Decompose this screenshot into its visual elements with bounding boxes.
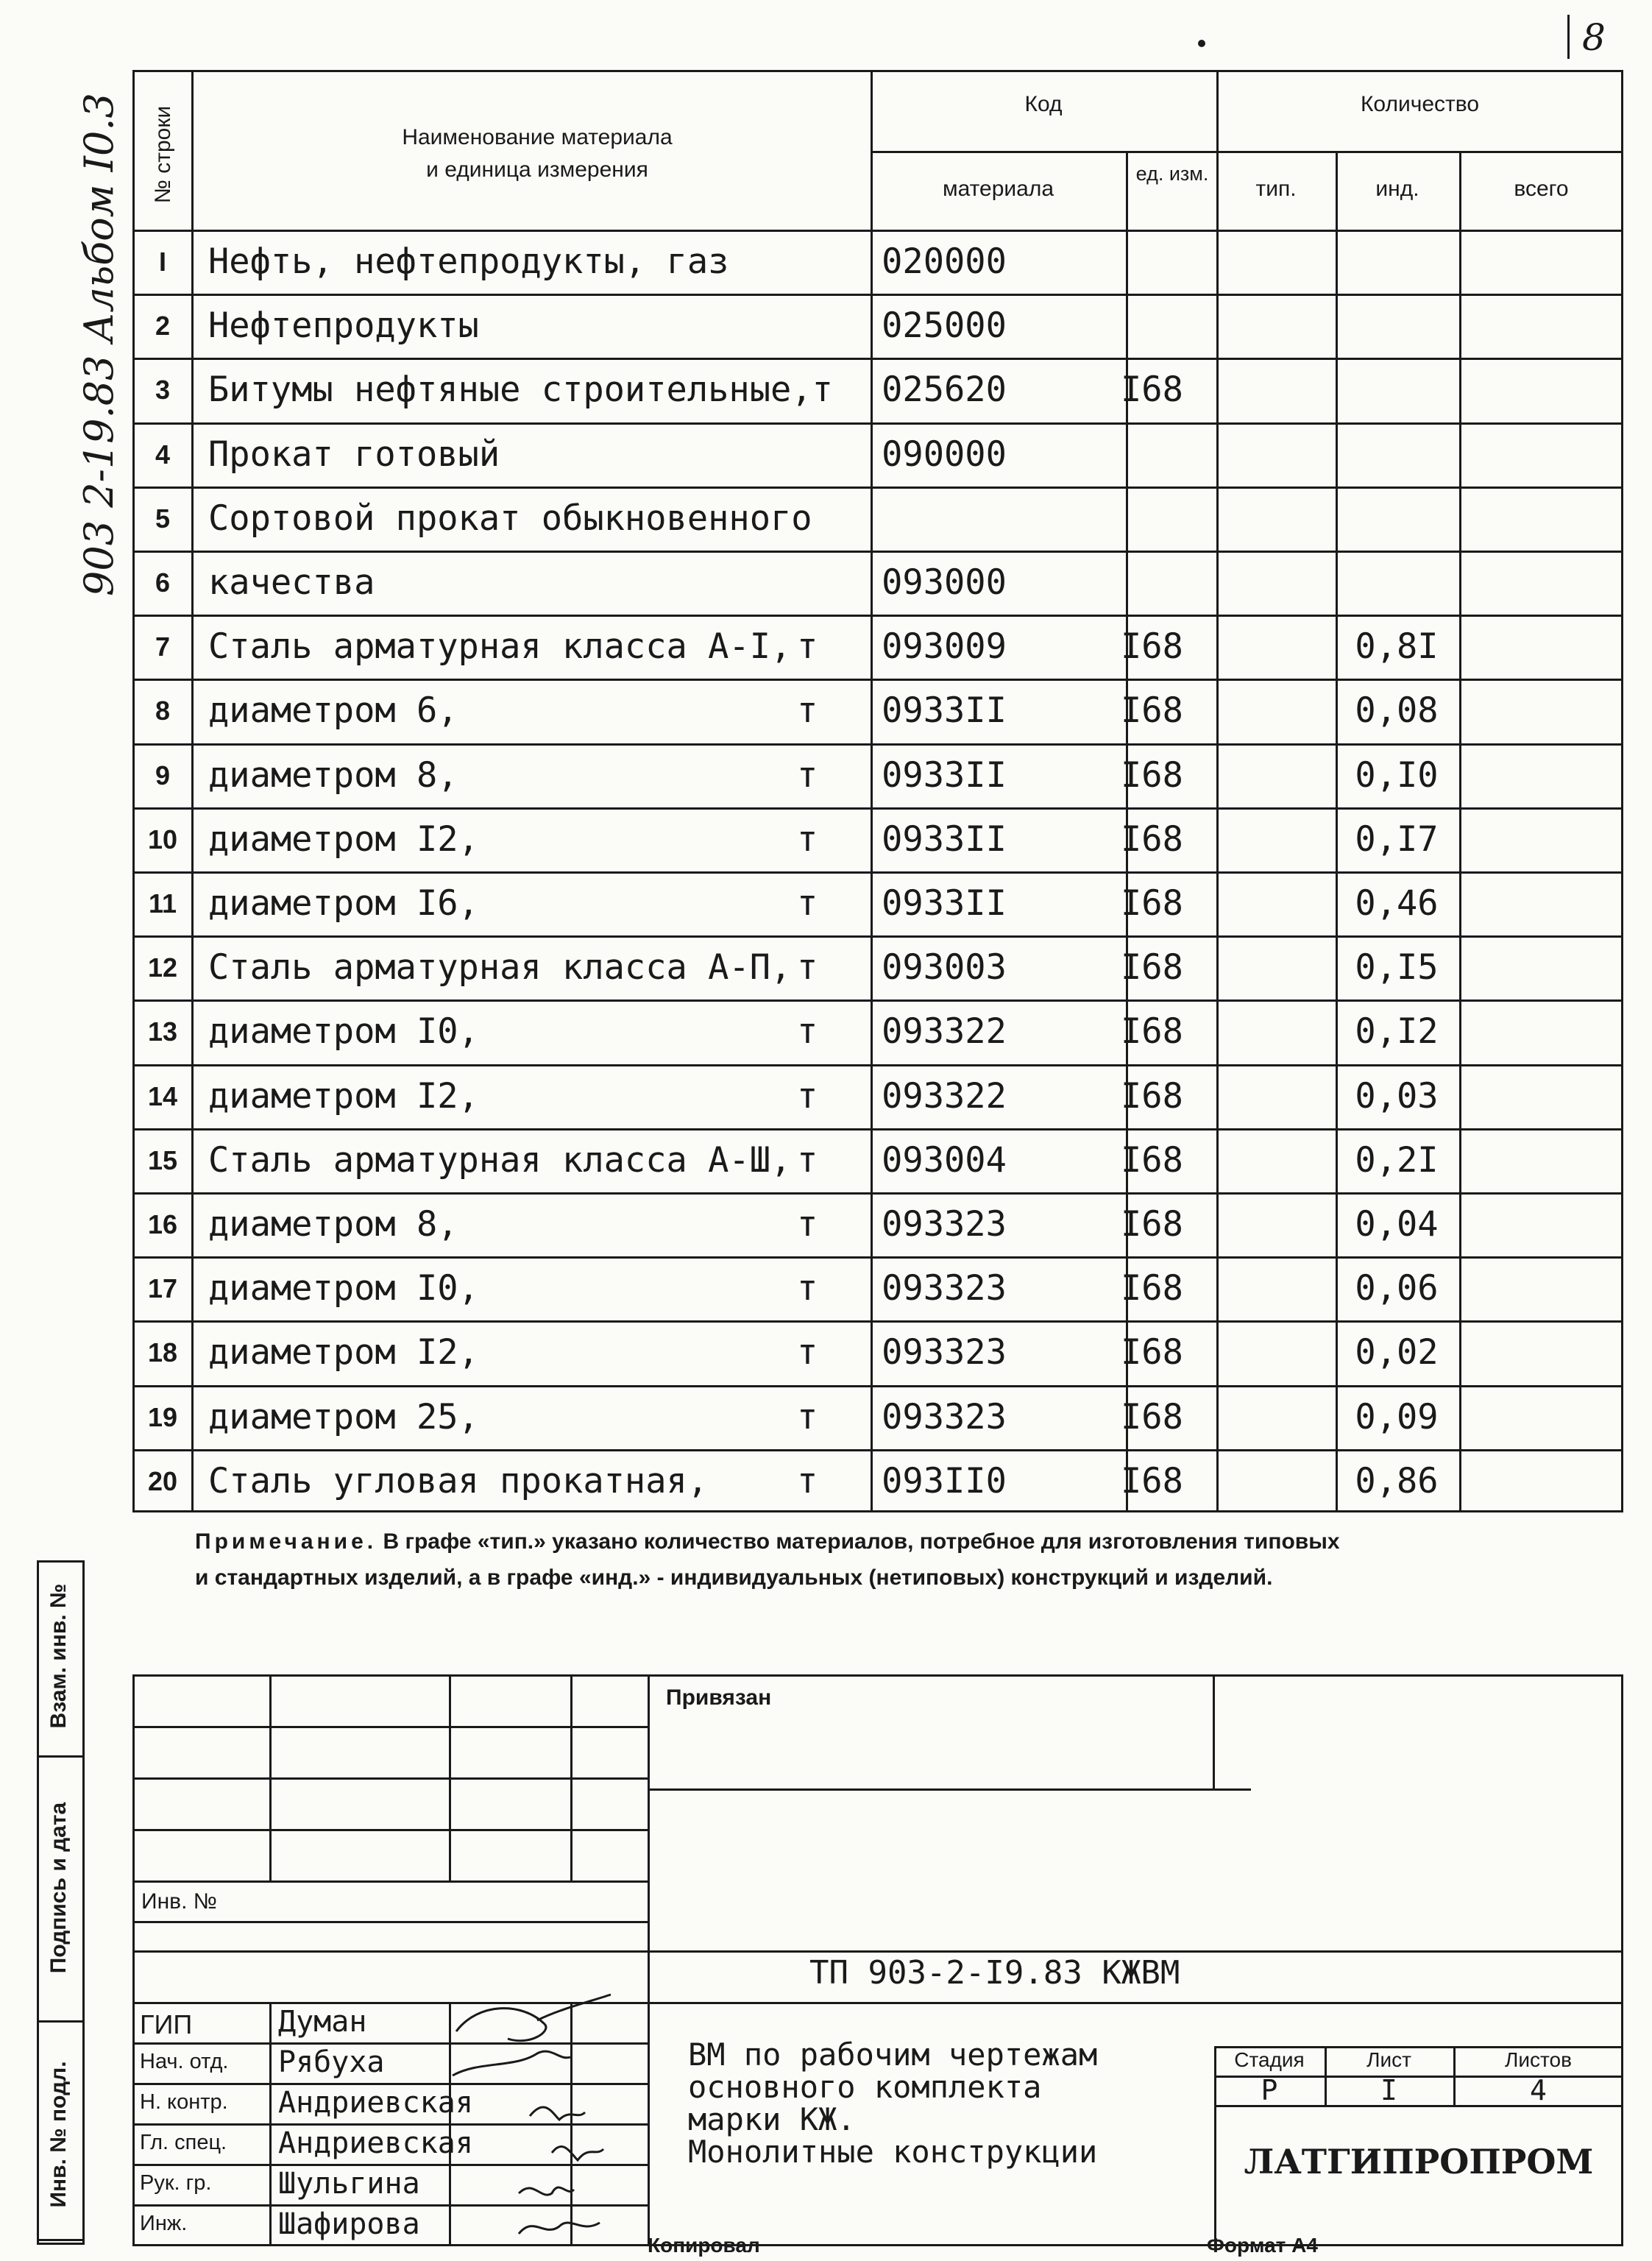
staff-role: Рук. гр. (140, 2171, 212, 2195)
staff-name: Думан (278, 2005, 367, 2039)
header-qty-total: всего (1514, 177, 1569, 201)
unit-mark: т (797, 1139, 818, 1181)
material-name: Прокат готовый (208, 434, 500, 475)
unit-code: I68 (1121, 1075, 1183, 1117)
material-code: 0933II (882, 754, 1007, 796)
note-lead: Примечание. (195, 1529, 377, 1554)
unit-mark: т (797, 1332, 818, 1373)
material-code (871, 486, 1018, 551)
tb-sheet-label: Лист (1366, 2048, 1411, 2071)
table-row (135, 807, 1474, 871)
row-number: 11 (148, 888, 177, 919)
material-code: 093323 (882, 1332, 1007, 1373)
signature-scribbles (442, 1980, 618, 2252)
material-name: диаметром I0, (208, 1011, 479, 1052)
table-row (135, 422, 1474, 486)
tb-h2 (132, 1777, 648, 1780)
table-row (135, 230, 1474, 294)
material-code: 093323 (882, 1396, 1007, 1437)
header-row-number: № строки (151, 105, 175, 204)
unit-code: I68 (1121, 1204, 1183, 1245)
unit-mark: т (797, 1396, 818, 1437)
staff-role: ГИП (140, 2009, 193, 2039)
material-name: диаметром I0, (208, 1268, 479, 1309)
row-number: 14 (147, 1080, 178, 1111)
row-number: 12 (147, 952, 178, 983)
row-number: 6 (155, 567, 171, 598)
unit-code: I68 (1121, 947, 1183, 988)
material-name: Битумы нефтяные строительные,т (208, 369, 833, 411)
tb-privyazan-line (648, 1788, 1251, 1791)
tb-sheet-value: I (1380, 2074, 1397, 2106)
material-code: 093323 (882, 1268, 1007, 1309)
row-number: 18 (147, 1337, 178, 1368)
material-name: диаметром 6, (208, 690, 458, 732)
unit-code: I68 (1121, 883, 1183, 924)
speck (1198, 40, 1205, 47)
header-subline (871, 151, 1623, 153)
title-block-top (132, 1674, 1623, 1677)
row-number: 15 (147, 1144, 178, 1175)
material-name: Сортовой прокат обыкновенного (208, 498, 812, 539)
stamp-inv-exchange: Взам. инв. № (46, 1583, 71, 1729)
material-code: 0933II (882, 818, 1007, 860)
staff-name: Рябуха (278, 2045, 385, 2079)
stamp-strip-sep (37, 1755, 85, 1758)
table-row (135, 294, 1474, 358)
unit-mark: т (797, 754, 818, 796)
unit-code: I68 (1121, 754, 1183, 796)
quantity-individual (1341, 294, 1452, 358)
quantity-individual: 0,08 (1355, 690, 1439, 732)
row-number: 4 (155, 439, 171, 470)
tb-h4 (132, 1880, 648, 1883)
material-name: диаметром 25, (208, 1396, 479, 1437)
unit-code: I68 (1121, 1460, 1183, 1501)
quantity-individual: 0,I7 (1355, 818, 1439, 860)
header-code: Код (1024, 92, 1063, 116)
tb-main-divider (648, 1674, 650, 2246)
table-row (135, 486, 1474, 551)
quantity-individual: 0,I0 (1355, 754, 1439, 796)
tb-description: ВМ по рабочим чертежам основного комплекта марки КЖ. Монолитные конструкции (688, 2037, 1098, 2170)
header-qty-typ: тип. (1255, 177, 1297, 201)
quantity-individual: 0,06 (1355, 1268, 1439, 1309)
stamp-inv-original: Инв. № подл. (46, 2061, 71, 2208)
material-code: 0933II (882, 690, 1007, 732)
table-row (135, 999, 1474, 1064)
staff-name: Шульгина (278, 2167, 420, 2201)
quantity-individual: 0,04 (1355, 1204, 1439, 1245)
unit-mark: т (797, 947, 818, 988)
table-row (135, 1128, 1474, 1192)
corner-mark-line (1567, 15, 1570, 59)
material-code: 0933II (882, 883, 1007, 924)
quantity-individual: 0,09 (1355, 1396, 1439, 1437)
unit-code: I68 (1121, 818, 1183, 860)
quantity-individual: 0,I5 (1355, 947, 1439, 988)
material-code: 090000 (882, 434, 1007, 475)
material-name: Сталь арматурная класса А-П, (208, 947, 792, 988)
tb-stage-label: Стадия (1234, 2048, 1305, 2071)
row-number: 20 (147, 1465, 178, 1496)
table-row (135, 1385, 1474, 1449)
note-paragraph (195, 1524, 1343, 1596)
footer-copied: Копировал (648, 2234, 760, 2257)
unit-code: I68 (1121, 1011, 1183, 1052)
material-name: диаметром 8, (208, 754, 458, 796)
material-name: Нефть, нефтепродукты, газ (208, 241, 729, 282)
row-number: 16 (147, 1209, 178, 1239)
row-number: 13 (147, 1016, 178, 1047)
unit-mark: т (797, 1204, 818, 1245)
tb-privyazan: Привязан (666, 1685, 772, 1710)
table-row (135, 551, 1474, 615)
unit-mark: т (797, 1075, 818, 1117)
quantity-individual (1341, 422, 1452, 486)
tb-h7 (132, 2002, 1623, 2004)
material-code: 093000 (882, 562, 1007, 603)
tb-sheets-label: Листов (1505, 2048, 1572, 2071)
tb-h1 (132, 1726, 648, 1728)
table-row (135, 871, 1474, 935)
table-row (135, 615, 1474, 679)
tb-organization: ЛАТГИПРОПРОМ (1244, 2142, 1594, 2182)
table-row (135, 1449, 1474, 1513)
quantity-individual: 0,86 (1355, 1460, 1439, 1501)
table-row (135, 1192, 1474, 1256)
staff-role: Инж. (140, 2212, 188, 2235)
material-code: 093004 (882, 1139, 1007, 1181)
row-number: 3 (155, 375, 171, 406)
row-number: 2 (155, 311, 171, 342)
material-code: 020000 (882, 241, 1007, 282)
material-name: диаметром 8, (208, 1204, 458, 1245)
staff-role: Н. контр. (140, 2090, 228, 2114)
stamp-signature-date: Подпись и дата (46, 1802, 71, 1974)
staff-name: Андриевская (278, 2126, 473, 2160)
quantity-individual: 0,03 (1355, 1075, 1439, 1117)
row-number: 8 (155, 696, 171, 726)
staff-name: Андриевская (278, 2086, 473, 2120)
row-number: 9 (155, 760, 171, 790)
header-qty-ind: инд. (1375, 177, 1419, 201)
material-name: Сталь угловая прокатная, (208, 1460, 709, 1501)
unit-mark: т (797, 1011, 818, 1052)
header-code-material: материала (942, 177, 1054, 201)
staff-role: Нач. отд. (140, 2050, 229, 2073)
quantity-individual: 0,8I (1355, 626, 1439, 668)
material-name: Нефтепродукты (208, 305, 479, 347)
row-number: 5 (155, 503, 171, 534)
table-row (135, 743, 1474, 807)
header-quantity: Количество (1360, 92, 1480, 116)
material-name: диаметром I2, (208, 818, 479, 860)
table-row (135, 1064, 1474, 1128)
tb-sheets-value: 4 (1530, 2074, 1547, 2106)
header-material-name: Наименование материала и единица измерения (402, 125, 673, 182)
material-code: 093322 (882, 1011, 1007, 1052)
material-name: диаметром I2, (208, 1075, 479, 1117)
material-code: 025000 (882, 305, 1007, 347)
row-number: 7 (155, 631, 171, 662)
material-code: 093322 (882, 1075, 1007, 1117)
table-row (135, 679, 1474, 743)
unit-code: I68 (1121, 1332, 1183, 1373)
unit-code: I68 (1121, 1268, 1183, 1309)
row-number: 17 (147, 1273, 178, 1304)
tb-h6 (132, 1950, 1623, 1953)
material-name: качества (208, 562, 375, 603)
material-code: 093009 (882, 626, 1007, 668)
unit-mark: т (797, 1268, 818, 1309)
unit-mark: т (797, 883, 818, 924)
unit-mark: т (797, 818, 818, 860)
unit-code: I68 (1121, 690, 1183, 732)
material-name: Сталь арматурная класса А-Ш, (208, 1139, 792, 1181)
tb-doc-code: ТП 903-2-I9.83 КЖВМ (809, 1954, 1180, 1992)
footer-format: Формат А4 (1207, 2234, 1318, 2257)
table-row (135, 1320, 1474, 1384)
unit-code: I68 (1121, 626, 1183, 668)
row-number: 19 (147, 1401, 178, 1432)
row-number: 10 (147, 824, 178, 854)
tb-inv-no: Инв. № (141, 1889, 217, 1914)
corner-sheet-mark: 8 (1582, 16, 1606, 59)
quantity-individual: 0,02 (1355, 1332, 1439, 1373)
tb-h3 (132, 1829, 648, 1831)
unit-code: I68 (1121, 1139, 1183, 1181)
quantity-individual: 0,I2 (1355, 1011, 1439, 1052)
material-name: диаметром I2, (208, 1332, 479, 1373)
material-code: 093II0 (882, 1460, 1007, 1501)
unit-mark: т (797, 1460, 818, 1501)
material-name: Сталь арматурная класса А-I, (208, 626, 792, 668)
material-code: 093003 (882, 947, 1007, 988)
quantity-individual: 0,46 (1355, 883, 1439, 924)
table-row (135, 358, 1474, 422)
unit-code: I68 (1121, 1396, 1183, 1437)
material-name: диаметром I6, (208, 883, 479, 924)
header-code-unit: ед. изм. (1135, 163, 1209, 185)
table-row (135, 1256, 1474, 1320)
staff-role: Гл. спец. (140, 2131, 227, 2154)
tb-privyazan-divider (1213, 1674, 1215, 1788)
quantity-individual: 0,2I (1355, 1139, 1439, 1181)
tb-stage-value: Р (1261, 2074, 1278, 2106)
staff-name: Шафирова (278, 2207, 420, 2241)
album-spine-label: 903 2-19.83 Альбом I0.3 (76, 93, 122, 596)
quantity-individual (1341, 358, 1452, 422)
note-text: В графе «тип.» указано количество материалов, потребное для изготовления типовых и стандартных изделий, а в графе «инд.» - индивидуальных (нетиповых) конструкций и изделий. (195, 1529, 1340, 1590)
unit-mark: т (797, 690, 818, 732)
quantity-individual (1341, 230, 1452, 294)
table-row (135, 935, 1474, 999)
material-code: 093323 (882, 1204, 1007, 1245)
material-code: 025620 (882, 369, 1007, 411)
quantity-individual (1341, 551, 1452, 615)
quantity-individual (1341, 486, 1452, 551)
row-number: I (158, 247, 166, 277)
unit-mark: т (797, 626, 818, 668)
unit-code: I68 (1121, 369, 1183, 411)
tb-h5 (132, 1921, 648, 1923)
